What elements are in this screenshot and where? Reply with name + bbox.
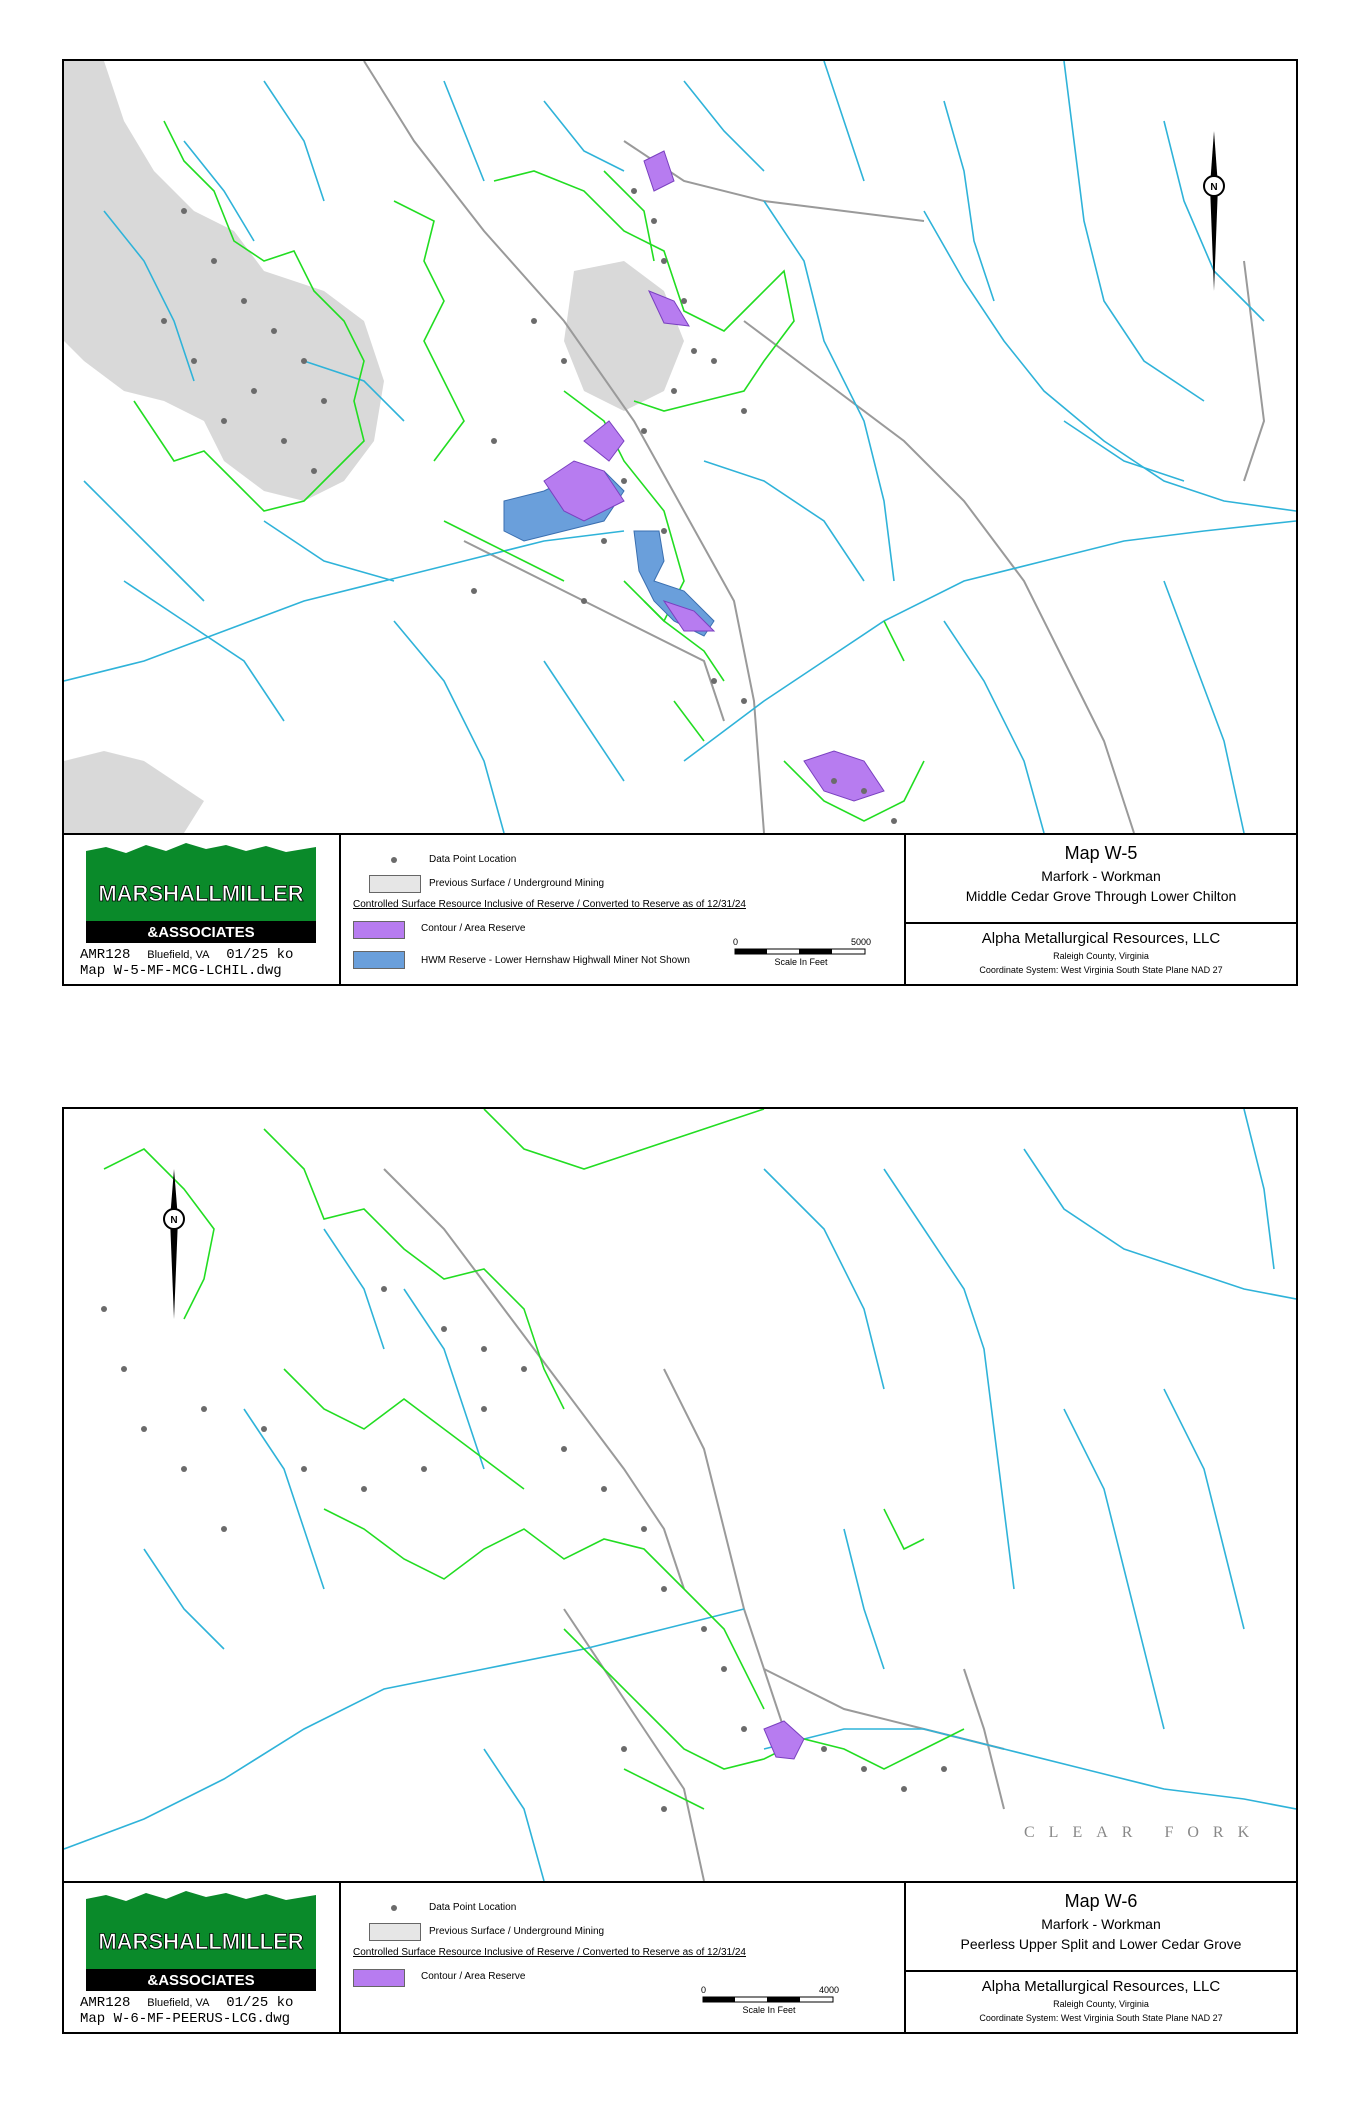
- county-name: Raleigh County, Virginia: [1053, 1999, 1149, 2009]
- hwm-swatch: [353, 951, 405, 969]
- legend-controlled: Controlled Surface Resource Inclusive of Reserve / Converted to Reserve as of 12/31/24: [353, 1947, 746, 1958]
- title-panel: [906, 1883, 1296, 2032]
- svg-text:0: 0: [733, 937, 739, 947]
- north-label: N: [170, 1215, 178, 1226]
- svg-text:0: 0: [701, 1985, 707, 1995]
- map-graphic-w5: [64, 61, 1296, 833]
- map-project: Marfork - Workman: [1041, 868, 1161, 884]
- reserve-swatch: [353, 1969, 405, 1987]
- title-block-w5: [64, 835, 1296, 984]
- coordinate-system: Coordinate System: West Virginia South State Plane NAD 27: [979, 2013, 1223, 2023]
- map-sheet-w6: [62, 1107, 1298, 2034]
- map-sheet-w5: [62, 59, 1298, 986]
- river-label: CLEAR FORK: [1024, 1824, 1264, 1841]
- map-number: Map W-5: [1064, 843, 1138, 863]
- county-name: Raleigh County, Virginia: [1053, 951, 1149, 961]
- client-info: [906, 1972, 1296, 2032]
- svg-text:MARSHALLMILLER: MARSHALLMILLER: [98, 1929, 304, 1954]
- map-seam: Middle Cedar Grove Through Lower Chilton: [965, 888, 1237, 904]
- data-points: [101, 1286, 947, 1812]
- company-name: Alpha Metallurgical Resources, LLC: [981, 1978, 1221, 1995]
- logo-caption-line1: AMR128 Bluefield, VA 01/25 ko: [80, 1995, 294, 2011]
- svg-text:&ASSOCIATES: &ASSOCIATES: [147, 924, 255, 941]
- title-panel: [906, 835, 1296, 984]
- reserve-areas: [764, 1721, 804, 1759]
- map-heading: [906, 1883, 1296, 1972]
- roads: [364, 61, 1264, 833]
- company-name: Alpha Metallurgical Resources, LLC: [981, 930, 1221, 947]
- north-arrow: [164, 1169, 184, 1319]
- map-number: Map W-6: [1064, 1891, 1138, 1911]
- legend-data-point: Data Point Location: [429, 1902, 517, 1913]
- map-canvas-w6[interactable]: [64, 1109, 1296, 1883]
- coordinate-system: Coordinate System: West Virginia South State Plane NAD 27: [979, 965, 1223, 975]
- mining-swatch: [369, 1923, 421, 1941]
- legend-previous-mining: Previous Surface / Underground Mining: [429, 878, 605, 889]
- logo-panel: [64, 1883, 341, 2032]
- client-info: [906, 924, 1296, 984]
- legend-panel: [341, 1883, 906, 2032]
- svg-text:Scale In Feet: Scale In Feet: [774, 957, 828, 967]
- scale-bar: [701, 1983, 841, 2017]
- svg-text:Scale In Feet: Scale In Feet: [742, 2005, 796, 2015]
- north-label: N: [1210, 182, 1218, 193]
- reserve-areas: [504, 151, 884, 801]
- logo-file-name: Map W-6-MF-PEERUS-LCG.dwg: [80, 2011, 291, 2027]
- company-logo: [86, 843, 316, 943]
- map-heading: [906, 835, 1296, 924]
- company-logo: [86, 1891, 316, 1991]
- legend-contour-reserve: Contour / Area Reserve: [421, 923, 526, 934]
- legend-previous-mining: Previous Surface / Underground Mining: [429, 1926, 605, 1937]
- legend-controlled: Controlled Surface Resource Inclusive of Reserve / Converted to Reserve as of 12/31/24: [353, 899, 746, 910]
- svg-text:5000: 5000: [851, 937, 872, 947]
- map-project: Marfork - Workman: [1041, 1916, 1161, 1932]
- title-block-w6: [64, 1883, 1296, 2032]
- legend-contour-reserve: Contour / Area Reserve: [421, 1971, 526, 1982]
- logo-caption-line1: AMR128 Bluefield, VA 01/25 ko: [80, 947, 294, 963]
- svg-text:&ASSOCIATES: &ASSOCIATES: [147, 1972, 255, 1989]
- svg-text:4000: 4000: [819, 1985, 840, 1995]
- reserve-swatch: [353, 921, 405, 939]
- map-graphic-w6: [64, 1109, 1296, 1881]
- data-point-symbol: [391, 1905, 397, 1911]
- streams: [64, 1109, 1296, 1881]
- svg-text:MARSHALLMILLER: MARSHALLMILLER: [98, 881, 304, 906]
- data-point-symbol: [391, 857, 397, 863]
- roads: [384, 1169, 1004, 1881]
- north-arrow: [1204, 131, 1224, 291]
- legend-panel: [341, 835, 906, 984]
- map-seam: Peerless Upper Split and Lower Cedar Grove: [960, 1936, 1242, 1952]
- logo-panel: [64, 835, 341, 984]
- legend-data-point: Data Point Location: [429, 854, 517, 865]
- scale-bar: [733, 935, 873, 969]
- logo-file-name: Map W-5-MF-MCG-LCHIL.dwg: [80, 963, 282, 979]
- legend-hwm-reserve: HWM Reserve - Lower Hernshaw Highwall Miner Not Shown: [421, 955, 690, 966]
- map-canvas-w5[interactable]: [64, 61, 1296, 835]
- mining-swatch: [369, 875, 421, 893]
